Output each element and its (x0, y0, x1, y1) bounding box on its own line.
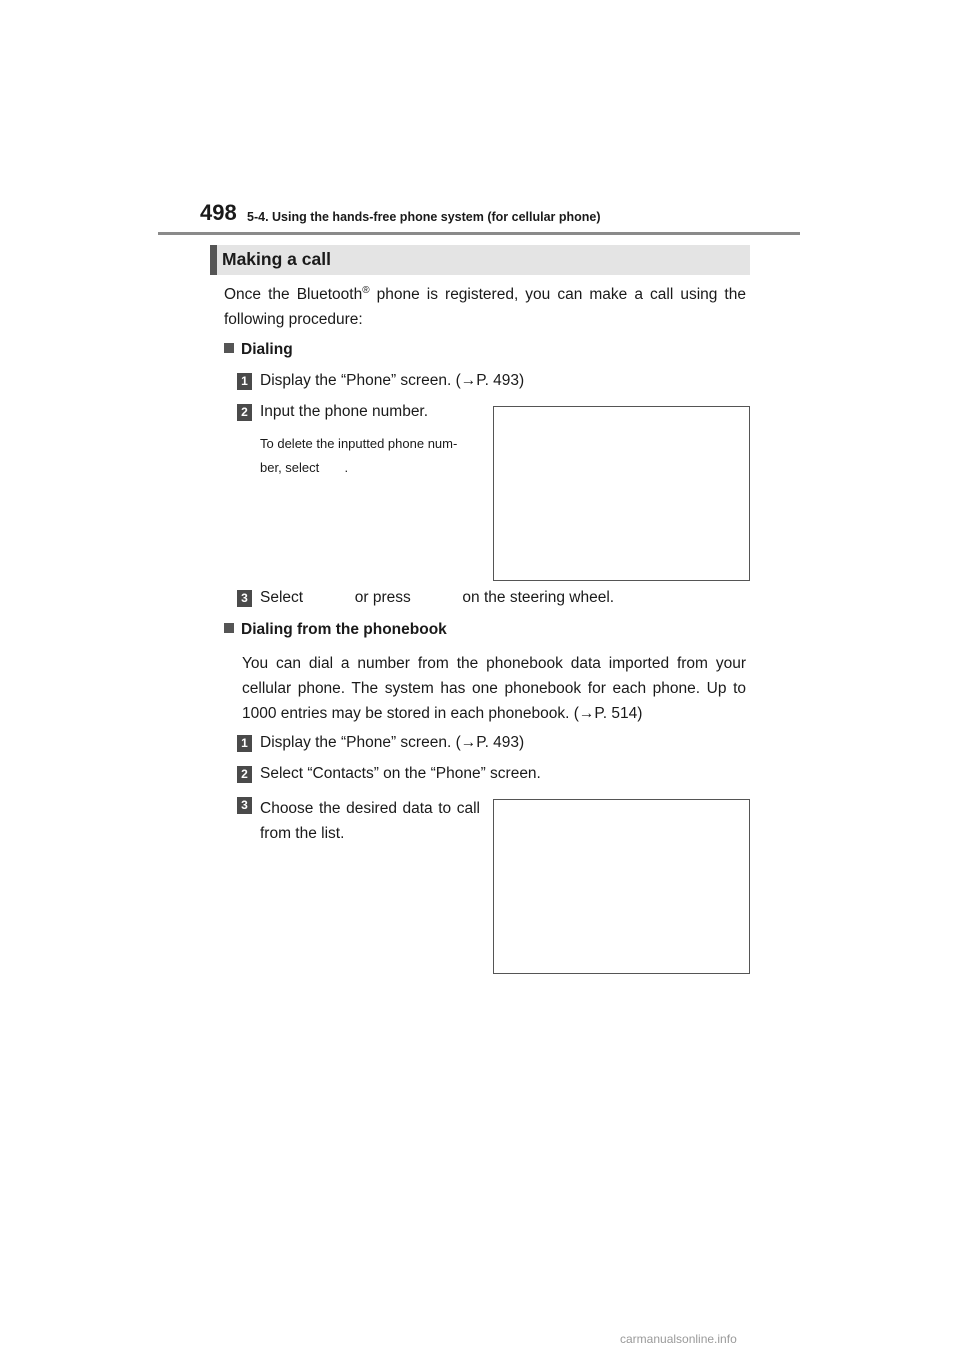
dialing-heading: Dialing (224, 341, 293, 359)
intro-paragraph: Once the Bluetooth® phone is registered, you can make a call using the following procedure: (224, 284, 746, 328)
phonebook-paragraph: You can dial a number from the phonebook data imported from your cellular phone. The system has one phonebook for each phone. Up to 1000 entries may be stored in each phonebook. (→P. 514) (242, 655, 746, 722)
phonebook-heading: Dialing from the phonebook (224, 621, 447, 639)
page-number: 498 (200, 200, 237, 225)
phonebook-step-1: Display the “Phone” screen. (→P. 493) (260, 734, 525, 751)
dialing-screen-image (493, 406, 750, 581)
dialing-step-2-note: To delete the inputted phone num- ber, select . (260, 436, 458, 475)
dialing-step-3: Select or press on the steering wheel. (260, 589, 615, 606)
chapter-title: 5-4. Using the hands-free phone system (for cellular phone) (247, 210, 601, 224)
step-2-badge: 2 (237, 404, 252, 421)
phonebook-step-3: Choose the desired data to call from the list. (260, 800, 480, 842)
phonebook-step-2: Select “Contacts” on the “Phone” screen. (260, 765, 541, 782)
step-2-badge: 2 (237, 766, 252, 783)
header-divider (158, 232, 800, 235)
step-1-badge: 1 (237, 735, 252, 752)
step-3-badge: 3 (237, 797, 252, 814)
watermark: carmanualsonline.info (620, 1332, 737, 1346)
step-3-badge: 3 (237, 590, 252, 607)
dialing-step-2: Input the phone number. (260, 403, 429, 420)
contacts-screen-image (493, 799, 750, 974)
square-bullet-icon (224, 343, 234, 353)
step-1-badge: 1 (237, 373, 252, 390)
section-title: Making a call (222, 249, 331, 269)
dialing-step-1: Display the “Phone” screen. (→P. 493) (260, 372, 525, 389)
square-bullet-icon (224, 623, 234, 633)
